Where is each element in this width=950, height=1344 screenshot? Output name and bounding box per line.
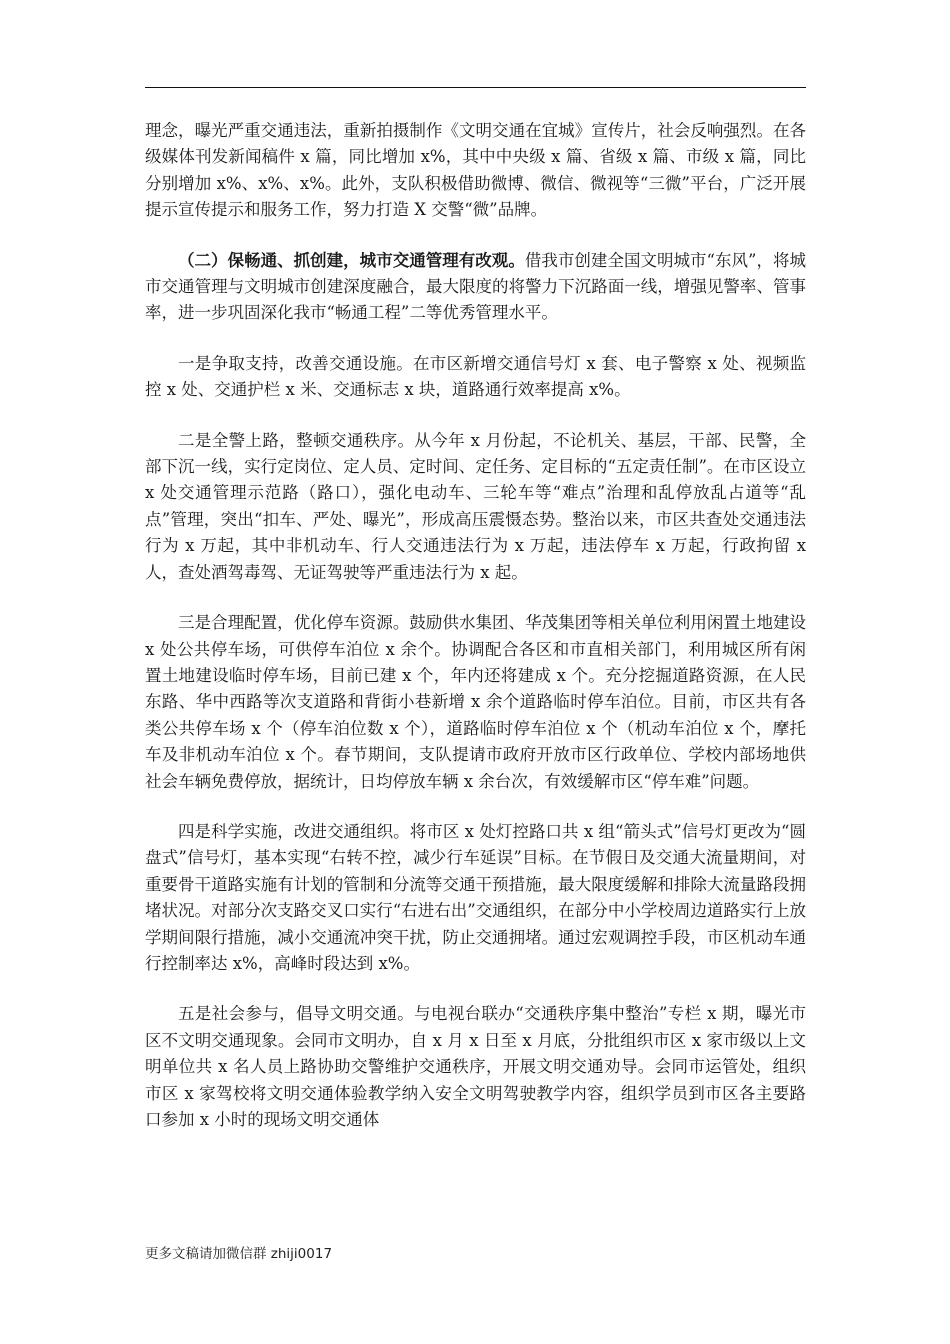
paragraph-continuation xyxy=(145,118,806,224)
paragraph-item-4 xyxy=(145,819,806,977)
paragraph-text: 五是社会参与，倡导文明交通。与电视台联办“交通秩序集中整治”专栏 x 期，曝光市区不文明交通现象。会同市文明办，自 x 月 x 日至 x 月底，分批组织市区 x 家市级以上文明单位共 x 名人员上路协助交警维护交通秩序，开展文明交通劝导。会同市运管处，组织市区 x 家驾校将文明交通体验教学纳入安全文明驾驶教学内容，组织学员到市区各主要路口参加 x 小时的现场文明交通体 xyxy=(145,1004,806,1129)
paragraph-text: 三是合理配置，优化停车资源。鼓励供水集团、华茂集团等相关单位利用闲置土地建设 x 处公共停车场，可供停车泊位 x 余个。协调配合各区和市直相关部门，利用城区所有闲置土地建设临时停车场，目前已建 x 个，年内还将建成 x 个。充分挖掘道路资源，在人民东路、华中西路等次支道路和背街小巷新增 x 余个道路临时停车泊位。目前，市区共有各类公共停车场 x 个（停车泊位数 x 个），道路临时停车泊位 x 个（机动车泊位 x 个，摩托车及非机动车泊位 x 个。春节期间，支队提请市政府开放市区行政单位、学校内部场地供社会车辆免费停放，据统计，日均停放车辆 x 余台次，有效缓解市区“停车难”问题。 xyxy=(145,613,806,791)
paragraph-text: 四是科学实施，改进交通组织。将市区 x 处灯控路口共 x 组“箭头式”信号灯更改为“圆盘式”信号灯，基本实现“右转不控，减少行车延误”目标。在节假日及交通大流量期间，对重要骨干道路实施有计划的管制和分流等交通干预措施，最大限度缓解和排除大流量路段拥堵状况。对部分次支路交叉口实行“右进右出”交通组织，在部分中小学校周边道路实行上放学期间限行措施，减小交通流冲突干扰，防止交通拥堵。通过宏观调控手段，市区机动车通行控制率达 x%，高峰时段达到 x%。 xyxy=(145,821,806,973)
paragraph-text: 二是全警上路，整顿交通秩序。从今年 x 月份起，不论机关、基层，干部、民警，全部下沉一线，实行定岗位、定人员、定时间、定任务、定目标的“五定责任制”。在市区设立 x 处交通管理示范路（路口），强化电动车、三轮车等“难点”治理和乱停放乱占道等“乱点”管理，突出“扣车、严处、曝光”，形成高压震慑态势。整治以来，市区共查处交通违法行为 x 万起，其中非机动车、行人交通违法行为 x 万起，违法停车 x 万起，行政拘留 x 人，查处酒驾毒驾、无证驾驶等严重违法行为 x 起。 xyxy=(145,430,806,582)
paragraph-item-2 xyxy=(145,428,806,586)
paragraph-item-5 xyxy=(145,1001,806,1133)
paragraph-text: 一是争取支持，改善交通设施。在市区新增交通信号灯 x 套、电子警察 x 处、视频监控 x 处、交通护栏 x 米、交通标志 x 块，道路通行效率提高 x%。 xyxy=(145,353,806,400)
paragraph-text: 理念，曝光严重交通违法，重新拍摄制作《文明交通在宜城》宣传片，社会反响强烈。在各级媒体刊发新闻稿件 x 篇，同比增加 x%，其中中央级 x 篇、省级 x 篇、市级 x 篇，同比分别增加 x%、x%、x%。此外，支队积极借助微博、微信、微视等“三微”平台，广泛开展提示宣传提示和服务工作，努力打造 X 交警“微”品牌。 xyxy=(145,121,806,220)
paragraph-item-3 xyxy=(145,610,806,795)
paragraph-text: 借我市创建全国文明城市“东风”，将城市交通管理与文明城市创建深度融合，最大限度的将警力下沉路面一线，增强见警率、管事率，进一步巩固深化我市“畅通工程”二等优秀管理水平。 xyxy=(145,250,807,323)
section-heading-paragraph xyxy=(145,248,806,327)
footer-note: 更多文稿请加微信群 zhiji0017 xyxy=(145,1246,333,1262)
document-body xyxy=(145,118,806,1157)
section-heading: （二）保畅通、抓创建，城市交通管理有改观。 xyxy=(178,250,525,270)
paragraph-item-1 xyxy=(145,351,806,404)
header-rule xyxy=(145,87,806,88)
